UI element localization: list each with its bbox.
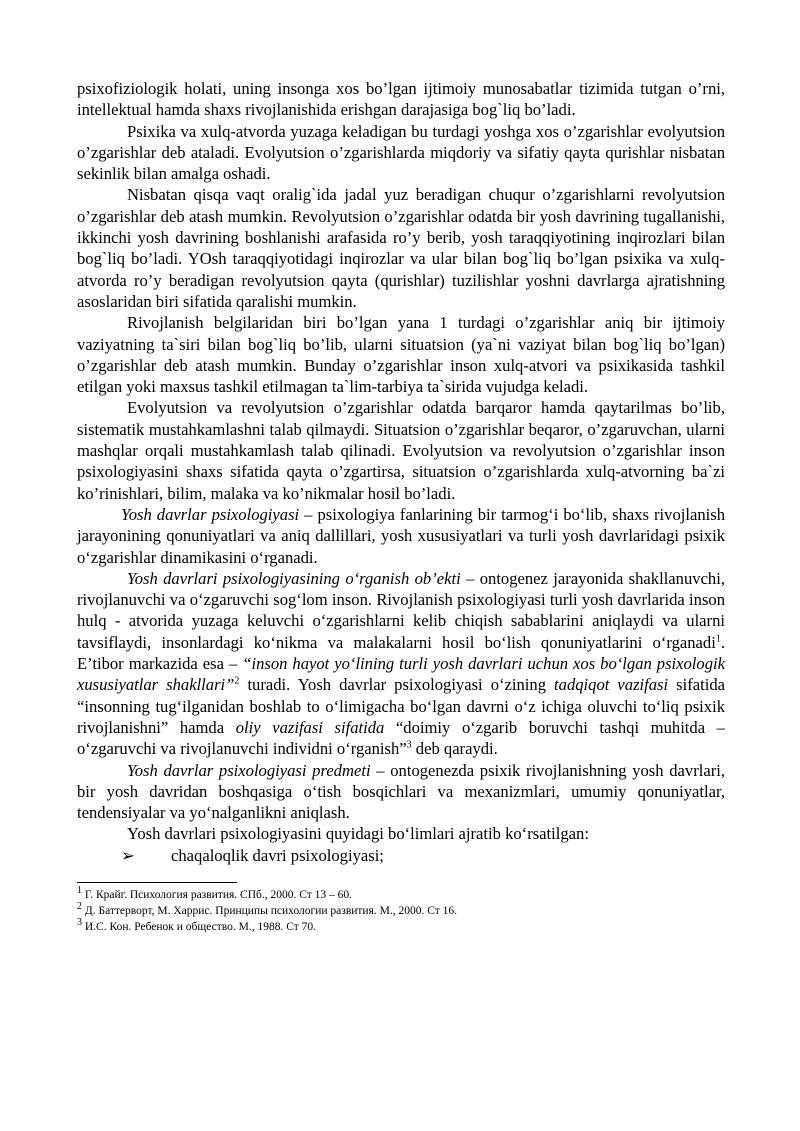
paragraph-1: psixofiziologik holati, uning insonga xos bo’lgan ijtimoiy munosabatlar tizimida tutgan o’rni, intellektual hamda shaxs rivojlanishida erishgan darajasiga bog`liq bo’ladi. (77, 79, 725, 120)
paragraph-7 (77, 568, 725, 760)
paragraph-7-text-d: sifatida “insonning tug‘ilganidan boshlab to o‘limigacha bo‘lgan davrni o‘z ichiga oluvchi to‘liq psixik rivojlanishni” hamda (77, 675, 725, 737)
paragraph-7-text-c: turadi. Yosh davrlar psixologiyasi o‘zining (239, 675, 555, 695)
paragraph-7-text-a: – ontogenez jarayonida shakllanuvchi, rivojlanuvchi va o‘zgaruvchi sog‘lom inson. Rivojlanish psixologiyasi turli yosh davrlarida inson hulq - atvorida yuzaga keluvchi o‘zgarishlarni kelib chiqish sabablarini aniqlaydi va ularni tavsiflaydi, insonlardagi ko‘nikma va malakalarni hosil bo‘lish qonuniyatlarini o‘rganadi (77, 568, 725, 652)
footnote-3 (77, 919, 725, 935)
paragraph-2: Psixika va xulq-atvorda yuzaga keladigan bu turdagi yoshga xos o’zgarishlar evolyutsion o’zgarishlar deb ataladi. Evolyutsion o’zgarishlarda miqdoriy va sifatiy qayta qurishlar nisbatan sekinlik bilan amalga oshadi. (77, 121, 725, 184)
paragraph-7-text-f: deb qaraydi. (411, 739, 498, 759)
paragraph-8 (77, 760, 725, 824)
footnote-2 (77, 903, 725, 919)
document-page (77, 78, 725, 935)
footnote-number: 1 (77, 885, 82, 897)
term-oliy-vazifasi: oliy vazifasi sifatida (235, 717, 385, 737)
footnote-text: Г. Крайг. Психология развития. СПб., 2000. Ст 13 – 60. (82, 888, 353, 901)
term-organish-obekti: Yosh davrlari psixologiyasining o‘rganish ob’ekti (127, 568, 461, 588)
footnote-number: 3 (77, 917, 82, 929)
paragraph-6-text: – psixologiya fanlarining bir tarmog‘i bo‘lib, shaxs rivojlanish jarayonining qonuniyatlari va aniq dallillari, yosh xususiyatlari va turli yosh davrlaridagi psixik o‘zgarishlar dinamikasini o‘rganadi. (77, 504, 725, 567)
list-item (121, 845, 725, 866)
paragraph-3: Nisbatan qisqa vaqt oralig`ida jadal yuz beradigan chuqur o’zgarishlarni revolyutsion o’zgarishlar deb atash mumkin. Revolyutsion o’zgarishlar odatda bir yosh davrining tugallanishi, ikkinchi yosh davrining boshlanishi arafasida ro’y berib, yosh taraqqiyotining inqirozlari bilan bog`liq bo’ladi. YOsh taraqqiyotidagi inqirozlar va ular bilan bog`liq bo’lgan psixika va xulq-atvorda ro’y beradigan revolyutsion qayta (qurishlar) tuzilishlar yoshni davrlarga ajratishning asoslaridan biri sifatida qaralishi mumkin. (77, 185, 725, 311)
term-tadqiqot-vazifasi: tadqiqot vazifasi (554, 675, 669, 695)
arrow-bullet-icon: ➢ (121, 845, 135, 865)
footnote-number: 2 (77, 901, 82, 913)
footnote-ref-2: 2 (234, 675, 240, 687)
paragraph-8-text: – ontogenezda psixik rivojlanishning yosh davrlari, bir yosh davridan boshqasiga o‘tish bosqichlari va mexanizmlari, umumiy qonuniyatlar, tendensiyalar va yo‘nalganlikni aniqlash. (77, 760, 725, 823)
paragraph-7-text-b: . E’tibor markazida esa – (77, 632, 725, 674)
list-item-text: chaqaloqlik davri psixologiyasi; (171, 845, 384, 865)
footnote-divider (77, 882, 237, 883)
term-yosh-davrlar-psixologiyasi: Yosh davrlar psixologiyasi (121, 504, 300, 524)
paragraph-9: Yosh davrlari psixologiyasini quyidagi bo‘limlari ajratib ko‘rsatilgan: (127, 824, 589, 844)
paragraph-7-text-e: “doimiy o‘zgarib boruvchi tashqi muhitda – o‘zgaruvchi va rivojlanuvchi individni o‘rganish” (77, 717, 725, 759)
term-predmeti: Yosh davrlar psixologiyasi predmeti (127, 760, 371, 780)
footnote-text: Д. Баттерворт, М. Харрис. Принципы психологии развития. М., 2000. Ст 16. (82, 904, 458, 917)
footnote-1 (77, 887, 725, 903)
footnote-ref-3: 3 (406, 739, 412, 751)
quote-inson-hayot: “inson hayot yo‘lining turli yosh davrlari uchun xos bo‘lgan psixologik xususiyatlar shakllari” (77, 654, 725, 695)
footnote-text: И.С. Кон. Ребенок и общество. М., 1988. Ст 70. (82, 920, 316, 933)
footnote-ref-1: 1 (715, 633, 721, 645)
paragraph-4: Rivojlanish belgilaridan biri bo’lgan yana 1 turdagi o’zgarishlar aniq bir ijtimoiy vaziyatning ta`siri bilan bog`liq bo’lib, ularni situatsion (ya`ni vaziyat bilan bog`liq bo’lgan) o’zgarishlar deb atash mumkin. Bunday o’zgarishlar inson xulq-atvori va psixikasida tashkil etilgan yoki maxsus tashkil etilmagan ta`lim-tarbiya ta`sirida vujudga keladi. (77, 313, 725, 397)
paragraph-5: Evolyutsion va revolyutsion o’zgarishlar odatda barqaror hamda qaytarilmas bo’lib, sistematik mustahkamlashni talab qilmaydi. Situatsion o’zgarishlar beqaror, o’zgaruvchan, ularni mashqlar orqali mustahkamlash talab qilinadi. Evolyutsion va revolyutsion o’zgarishlar inson psixologiyasini shaxs sifatida qayta o’zgartirsa, situatsion o’zgarishlarda xulq-atvorning ba`zi ko’rinishlari, bilim, malaka va ko’nikmalar hosil bo’ladi. (77, 398, 725, 503)
paragraph-6 (77, 504, 725, 568)
